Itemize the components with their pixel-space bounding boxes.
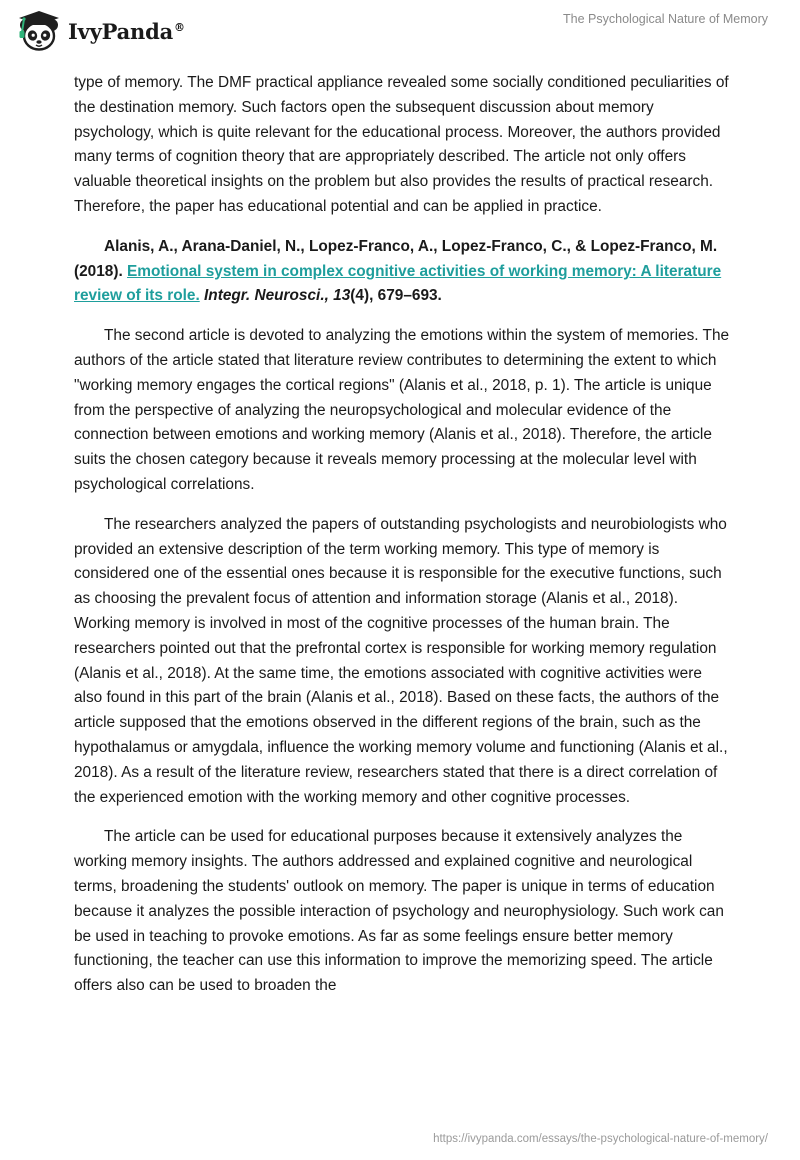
reference-journal: Integr. Neurosci., 13 [204,287,351,305]
reference-link[interactable]: Emotional system in complex cognitive activities of working memory: A literature review of its role. [74,262,722,305]
paragraph-4: The article can be used for educational purposes because it extensively analyzes the working memory insights. The authors addressed and explained cognitive and neurological terms, broadening the students' outlook on memory. The paper is unique in terms of education because it analyzes the possible interaction of psychology and neurophysiology. Such work can be used in teaching to provoke emotions. As far as some feelings ensure better memory functioning, the teacher can use this information to improve the memorizing speed. The article offers also can be used to broaden the [74,828,724,995]
document-title: The Psychological Nature of Memory [563,12,768,26]
reference-entry [74,235,734,309]
footer-url[interactable]: https://ivypanda.com/essays/the-psychological-nature-of-memory/ [433,1133,768,1145]
essay-content [74,71,734,1014]
paragraph-2: The second article is devoted to analyzing the emotions within the system of memories. The authors of the article stated that literature review contributes to determining the extent to which "working memory engages the cortical regions" (Alanis et al., 2018, p. 1). The article is unique from the perspective of analyzing the neuropsychological and molecular evidence of the connection between emotions and working memory (Alanis et al., 2018). Therefore, the article suits the chosen category because it reveals memory processing at the molecular level with psychological correlations. [74,327,730,493]
reference-authors: Alanis, A., Arana-Daniel, N., Lopez-Franco, A., Lopez-Franco, C., & Lopez-Franco, M. (2018). [74,237,718,280]
ivypanda-logo[interactable] [14,8,185,54]
paragraph-3: The researchers analyzed the papers of outstanding psychologists and neurobiologists who provided an extensive description of the term working memory. This type of memory is considered one of the essential ones because it is responsible for the executive functions, such as choosing the prevalent focus of attention and information storage (Alanis et al., 2018). Working memory is involved in most of the cognitive processes of the human brain. The researchers pointed out that the prefrontal cortex is responsible for working memory regulation (Alanis et al., 2018). At the same time, the emotions associated with cognitive activities were also found in this part of the brain (Alanis et al., 2018). Based on these facts, the authors of the article supposed that the emotions observed in the different regions of the brain, such as the hypothalamus or amygdala, influence the working memory volume and functioning (Alanis et al., 2018). As a result of the literature review, researchers stated that there is a direct correlation of the experienced emotion with the working memory and other cognitive processes. [74,515,728,806]
page-header [0,0,800,60]
panda-graduate-icon [14,8,64,54]
reference-issue: (4), 679–693. [350,287,442,305]
paragraph-1: type of memory. The DMF practical appliance revealed some socially conditioned peculiarities of the destination memory. Such factors open the subsequent discussion about memory psychology, which is quite relevant for the educational process. Moreover, the authors provided many terms of cognition theory that are appropriately described. The article not only offers valuable theoretical insights on the problem but also provides the results of practical research. Therefore, the paper has educational potential and can be applied in practice. [74,74,729,215]
brand-name: IvyPanda® [68,18,185,44]
